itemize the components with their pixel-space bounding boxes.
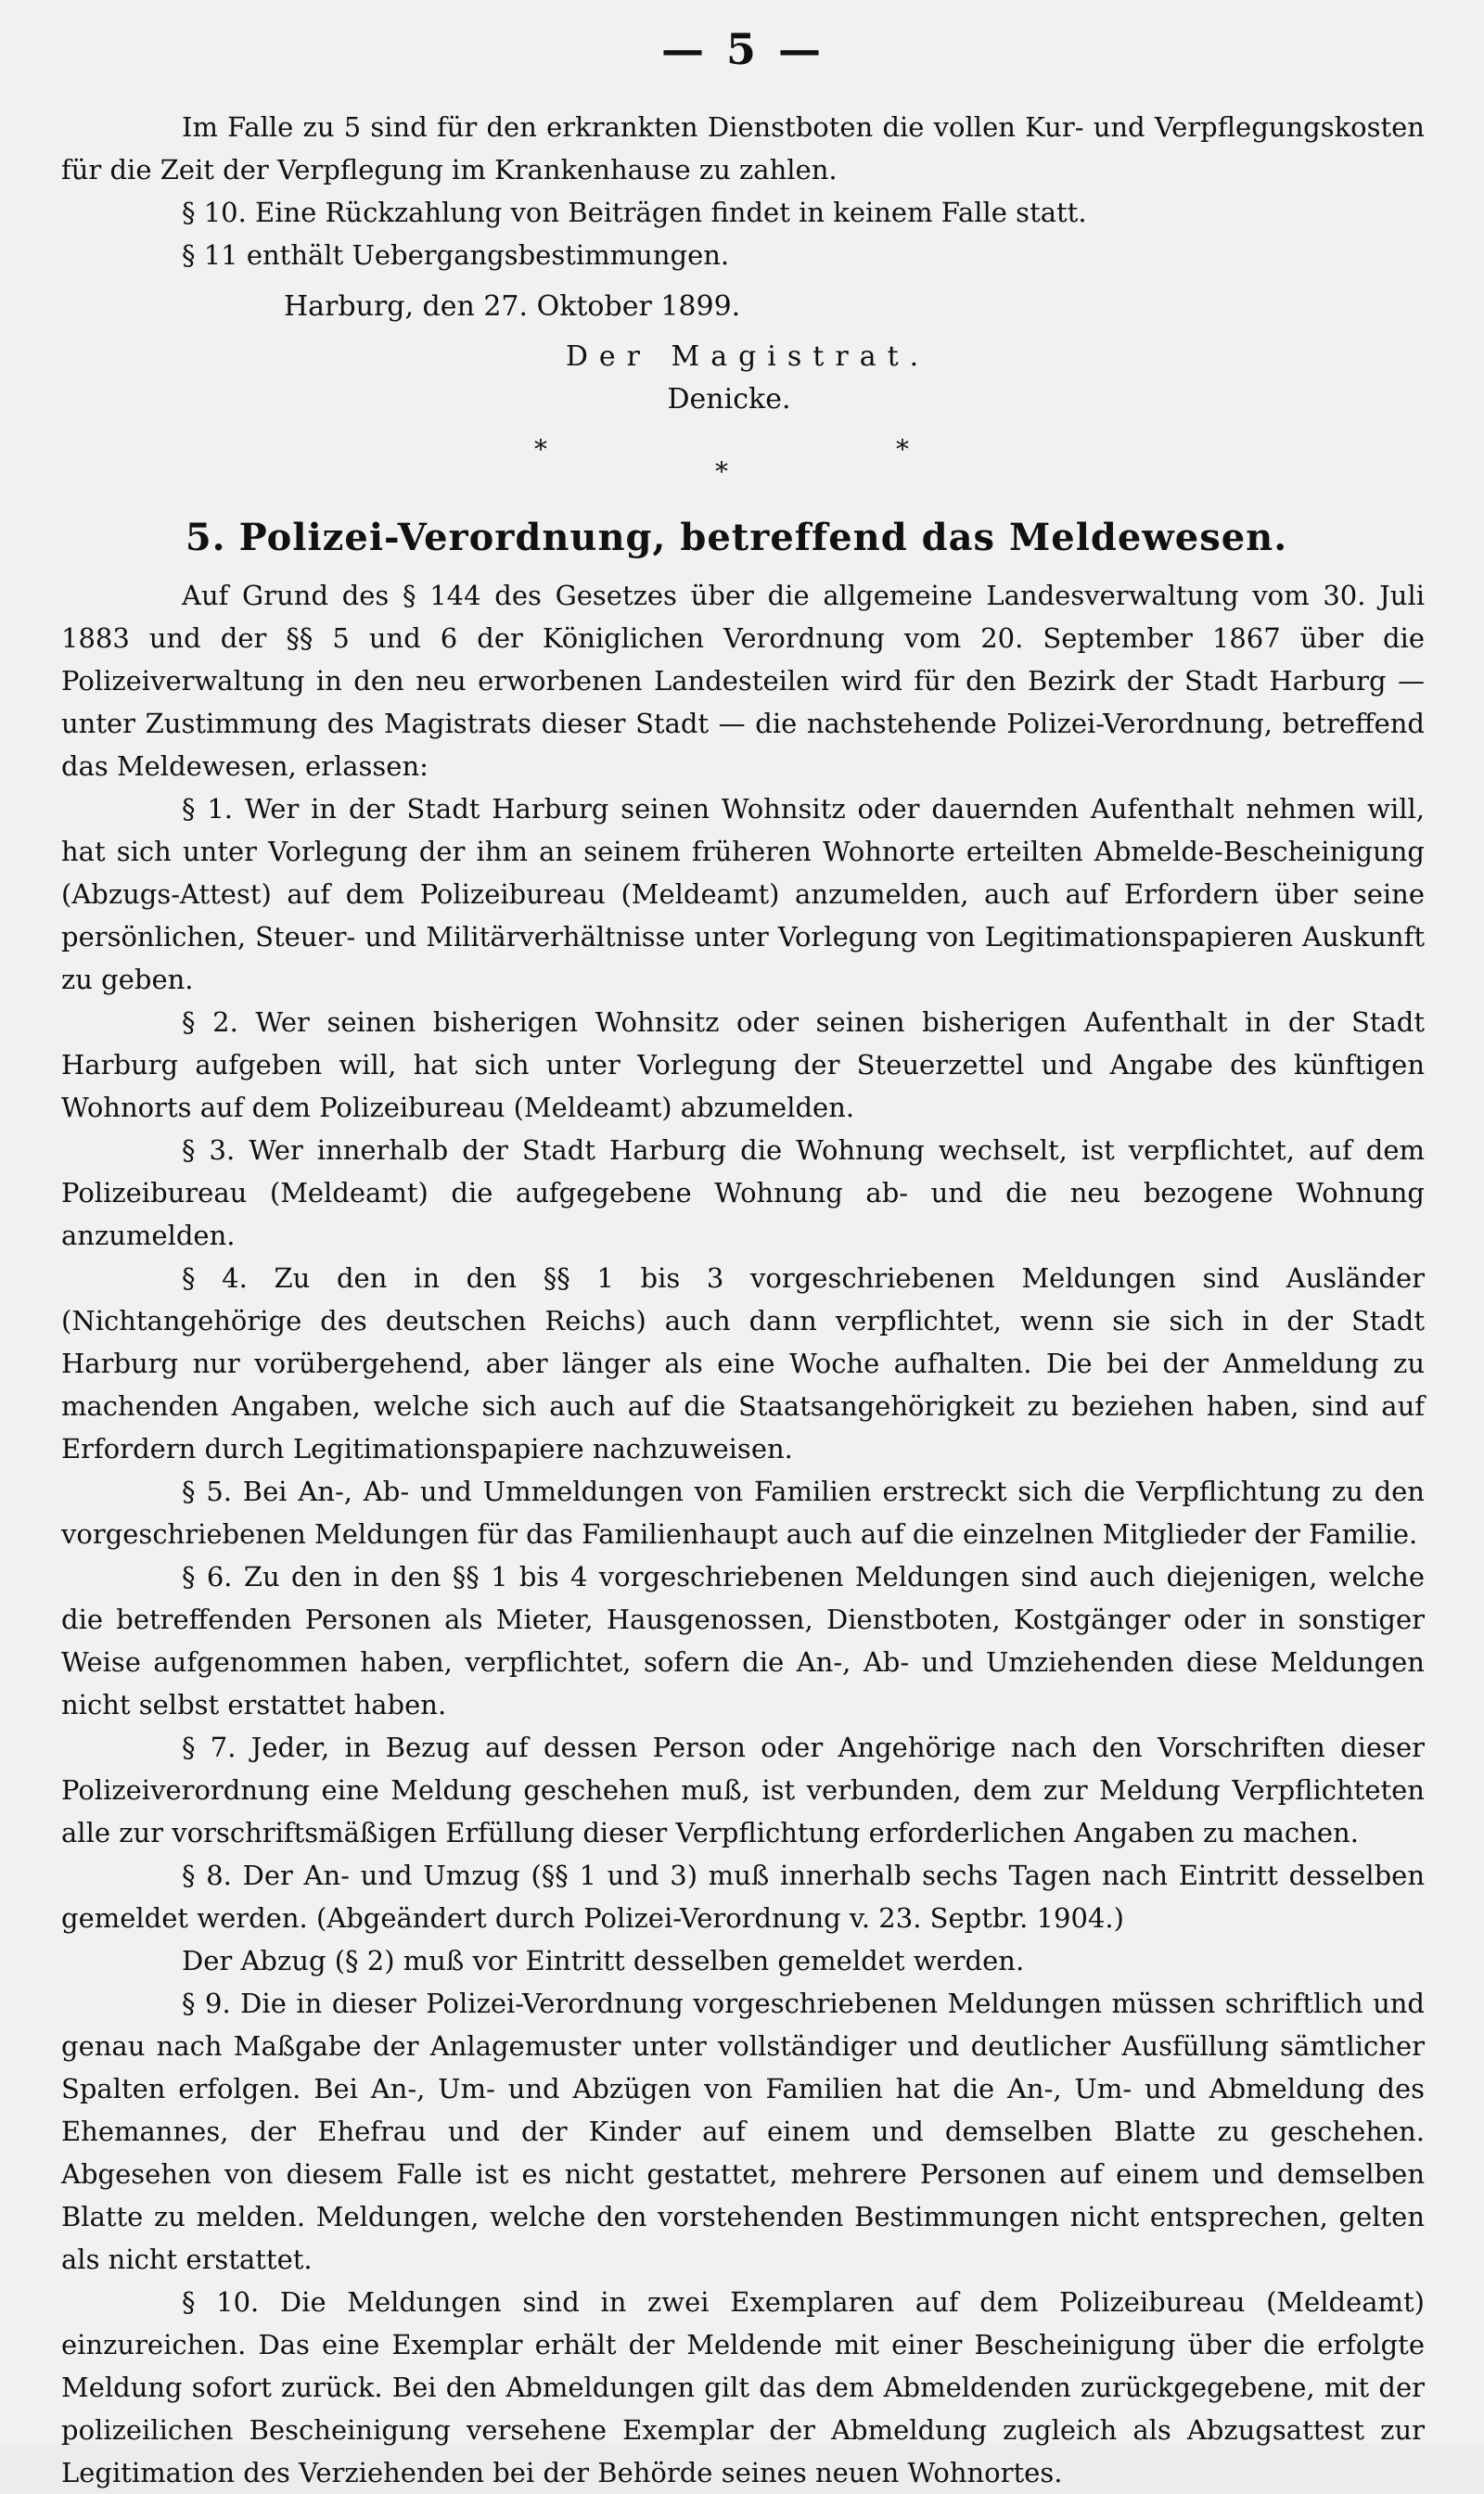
signature-line: Denicke.: [667, 383, 791, 416]
star-mark: *: [896, 434, 909, 465]
paragraph-section-10: § 10. Die Meldungen sind in zwei Exemplaren auf dem Polizeibureau (Meldeamt) einzureichen. Das eine Exemplar erhält der Meldende mit einer Bescheinigung über die erfolgte Meldung sofort zurück. Bei den Abmeldungen gilt das dem Abmeldenden zurückgegebene, mit der polizeilichen Bescheinigung versehene Exemplar der Abmeldung zugleich als Abzugsattest zur Legitimation des Verziehenden bei der Behörde seines neuen Wohnortes.: [61, 2286, 1425, 2488]
paragraph-section-4: § 4. Zu den in den §§ 1 bis 3 vorgeschriebenen Meldungen sind Ausländer (Nichtangehörige des deutschen Reichs) auch dann verpflichtet, wenn sie sich in der Stadt Harburg nur vorübergehend, aber länger als eine Woche aufhalten. Die bei der Anmeldung zu machenden Angaben, welche sich auch auf die Staatsangehörigkeit zu beziehen haben, sind auf Erfordern durch Legitimationspapiere nachzuweisen.: [61, 1262, 1425, 1464]
paragraph-section-8-abzug: Der Abzug (§ 2) muß vor Eintritt desselben gemeldet werden.: [182, 1945, 1025, 1976]
prelude-paragraph: Im Falle zu 5 sind für den erkrankten Dienstboten die vollen Kur- und Verpflegungskosten für die Zeit der Verpflegung im Krankenhause zu zahlen.: [61, 111, 1425, 185]
section-10-old: § 10. Eine Rückzahlung von Beiträgen findet in keinem Falle statt.: [182, 197, 1087, 228]
separator-stars: [61, 434, 1425, 499]
paragraph-section-1: § 1. Wer in der Stadt Harburg seinen Wohnsitz oder dauernden Aufenthalt nehmen will, hat sich unter Vorlegung der ihm an seinem früheren Wohnorte erteilten Abmelde-Bescheinigung (Abzugs-Attest) auf dem Polizeibureau (Meldeamt) anzumelden, auch auf Erfordern über seine persönlichen, Steuer- und Militärverhältnisse unter Vorlegung von Legitimationspapieren Auskunft zu geben.: [61, 793, 1425, 995]
date-line: Harburg, den 27. Oktober 1899.: [284, 290, 741, 323]
paragraph-section-3: § 3. Wer innerhalb der Stadt Harburg die Wohnung wechselt, ist verpflichtet, auf dem Polizeibureau (Meldeamt) die aufgegebene Wohnung ab- und die neu bezogene Wohnung anzumelden.: [61, 1134, 1425, 1251]
paragraph-section-7: § 7. Jeder, in Bezug auf dessen Person oder Angehörige nach den Vorschriften dieser Polizeiverordnung eine Meldung geschehen muß, ist verbunden, dem zur Meldung Verpflichteten alle zur vorschriftsmäßigen Erfüllung dieser Verpflichtung erforderlichen Angaben zu machen.: [61, 1732, 1425, 1848]
section-11-old: § 11 enthält Uebergangsbestimmungen.: [182, 239, 730, 271]
preamble-paragraph: Auf Grund des § 144 des Gesetzes über die allgemeine Landesverwaltung vom 30. Juli 1883 und der §§ 5 und 6 der Königlichen Verordnung vom 20. September 1867 über die Polizeiverwaltung in den neu erworbenen Landesteilen wird für den Bezirk der Stadt Harburg — unter Zustimmung des Magistrats dieser Stadt — die nachstehende Polizei-Verordnung, betreffend das Meldewesen, erlassen:: [61, 580, 1425, 782]
paragraph-section-8: § 8. Der An- und Umzug (§§ 1 und 3) muß innerhalb sechs Tagen nach Eintritt desselben gemeldet werden. (Abgeändert durch Polizei-Verordnung v. 23. Septbr. 1904.): [61, 1860, 1425, 1934]
page-number: — 5 —: [660, 24, 825, 74]
magistrat-line: Der Magistrat.: [565, 340, 930, 373]
heading-number: 5.: [185, 516, 226, 559]
paragraph-section-5: § 5. Bei An-, Ab- und Ummeldungen von Familien erstreckt sich die Verpflichtung zu den vorgeschriebenen Meldungen für das Familienhaupt auch auf die einzelnen Mitglieder der Familie.: [61, 1476, 1425, 1550]
heading-title: Polizei-Verordnung, betreffend das Meldewesen.: [238, 516, 1288, 559]
paragraph-section-6: § 6. Zu den in den §§ 1 bis 4 vorgeschriebenen Meldungen sind auch diejenigen, welche die betreffenden Personen als Mieter, Hausgenossen, Dienstboten, Kostgänger oder in sonstiger Weise aufgenommen haben, verpflichtet, sofern die An-, Ab- und Umziehenden diese Meldungen nicht selbst erstattet haben.: [61, 1561, 1425, 1720]
section-heading: [61, 516, 1425, 559]
star-mark: *: [715, 456, 728, 487]
star-mark: *: [534, 434, 547, 465]
paragraph-section-2: § 2. Wer seinen bisherigen Wohnsitz oder seinen bisherigen Aufenthalt in der Stadt Harburg aufgeben will, hat sich unter Vorlegung der Steuerzettel und Angabe des künftigen Wohnorts auf dem Polizeibureau (Meldeamt) abzumelden.: [61, 1006, 1425, 1123]
paragraph-section-9: § 9. Die in dieser Polizei-Verordnung vorgeschriebenen Meldungen müssen schriftlich und genau nach Maßgabe der Anlagemuster unter vollständiger und deutlicher Ausfüllung sämtlicher Spalten erfolgen. Bei An-, Um- und Abzügen von Familien hat die An-, Um- und Abmeldung des Ehemannes, der Ehefrau und der Kinder auf einem und demselben Blatte zu geschehen. Abgesehen von diesem Falle ist es nicht gestattet, mehrere Personen auf einem und demselben Blatte zu melden. Meldungen, welche den vorstehenden Bestimmungen nicht entsprechen, gelten als nicht erstattet.: [61, 1988, 1425, 2275]
